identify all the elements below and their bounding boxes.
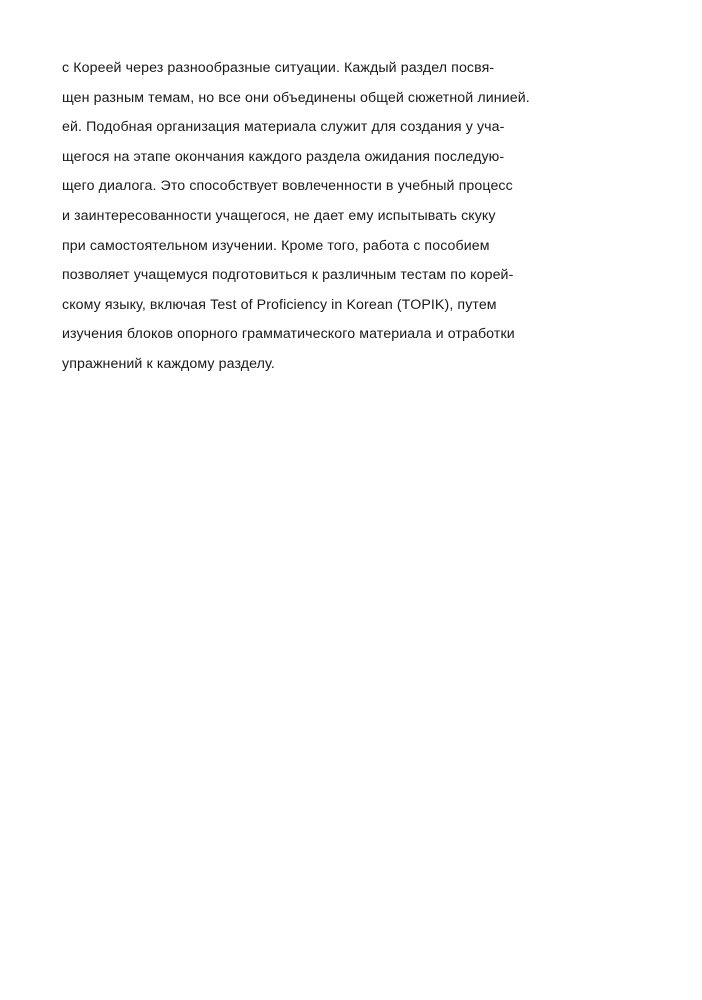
paragraph-line: щего диалога. Это способствует вовлеченности в учебный процесс xyxy=(62,178,513,195)
paragraph-line: упражнений к каждому разделу. xyxy=(62,355,275,372)
paragraph-line: щен разным темам, но все они объединены общей сюжетной линией. xyxy=(62,89,530,106)
paragraph-line: изучения блоков опорного грамматического материала и отработки xyxy=(62,326,515,343)
body-paragraph xyxy=(62,54,530,380)
paragraph-line: при самостоятельном изучении. Кроме того, работа с пособием xyxy=(62,237,490,254)
paragraph-line: и заинтересованности учащегося, не дает ему испытывать скуку xyxy=(62,207,496,224)
paragraph-line: щегося на этапе окончания каждого раздела ожидания последую- xyxy=(62,148,505,165)
paragraph-line: позволяет учащемуся подготовиться к различным тестам по корей- xyxy=(62,267,514,284)
paragraph-line: скому языку, включая Test of Proficiency in Korean (TOPIK), путем xyxy=(62,296,497,313)
paragraph-line: с Кореей через разнообразные ситуации. Каждый раздел посвя- xyxy=(62,60,495,76)
paragraph-line: ей. Подобная организация материала служит для создания у уча- xyxy=(62,119,505,136)
